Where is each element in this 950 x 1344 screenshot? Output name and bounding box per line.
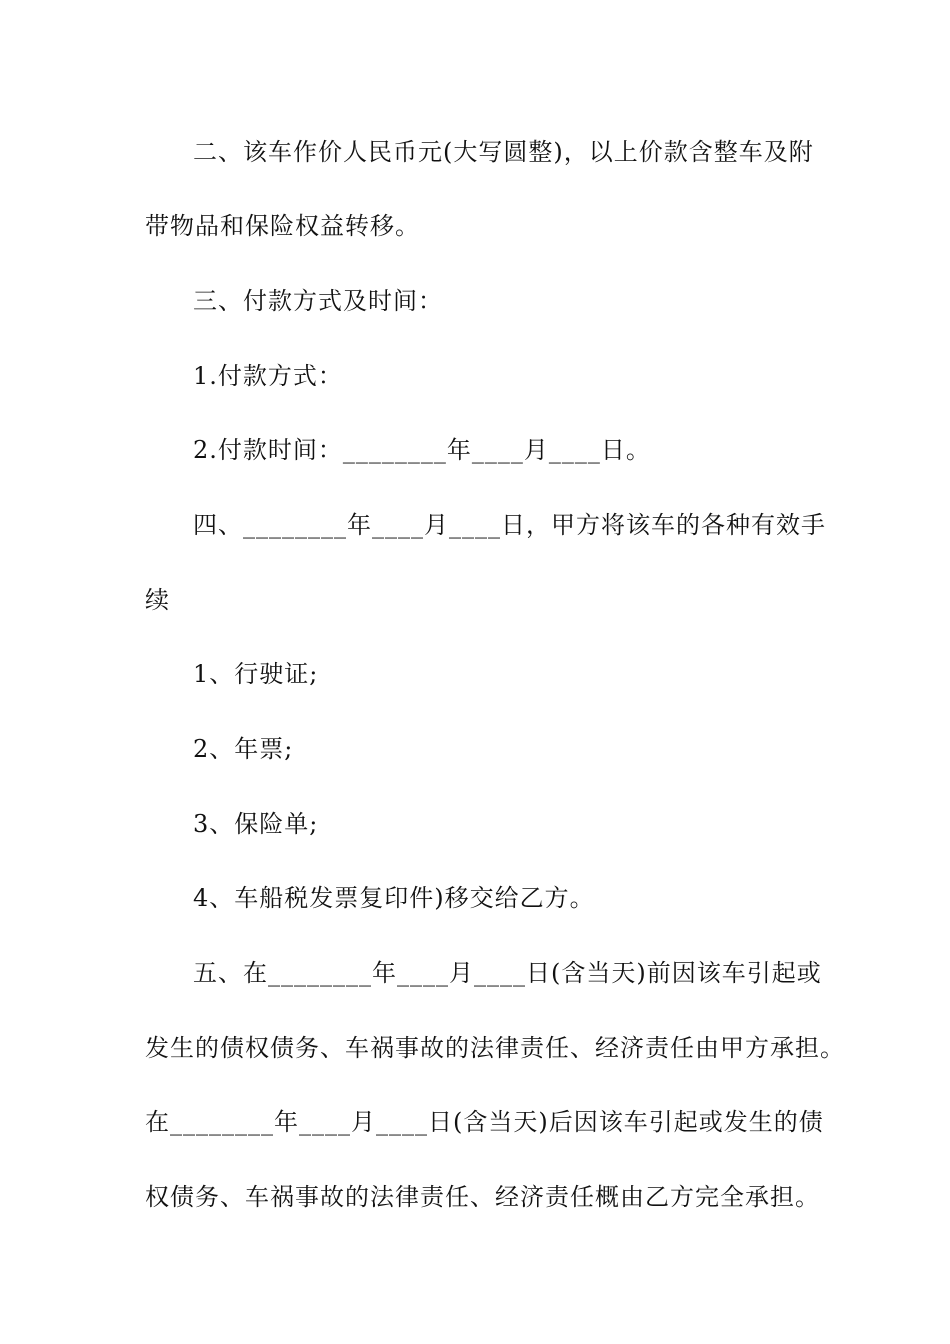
clause-5-line-3: 在________年____月____日(含当天)后因该车引起或发生的债 xyxy=(145,1108,824,1136)
payment-method-line: 1.付款方式： xyxy=(193,362,343,390)
document-item-4: 4、车船税发票复印件)移交给乙方。 xyxy=(193,884,595,912)
document-item-1: 1、行驶证; xyxy=(193,660,319,688)
clause-4-line-2: 续 xyxy=(145,586,170,614)
clause-5-line-2: 发生的债权债务、车祸事故的法律责任、经济责任由甲方承担。 xyxy=(145,1034,845,1062)
payment-time-line: 2.付款时间：________年____月____日。 xyxy=(193,436,651,464)
clause-2-line-1: 二、该车作价人民币元(大写圆整)，以上价款含整车及附 xyxy=(193,138,814,166)
clause-2-line-2: 带物品和保险权益转移。 xyxy=(145,212,420,240)
clause-5-line-1: 五、在________年____月____日(含当天)前因该车引起或 xyxy=(193,959,822,987)
clause-5-line-4: 权债务、车祸事故的法律责任、经济责任概由乙方完全承担。 xyxy=(145,1183,820,1211)
clause-4-line-1: 四、________年____月____日，甲方将该车的各种有效手 xyxy=(193,511,826,539)
document-item-2: 2、年票; xyxy=(193,735,294,763)
document-item-3: 3、保险单; xyxy=(193,810,319,838)
clause-3-heading: 三、付款方式及时间： xyxy=(193,287,443,315)
